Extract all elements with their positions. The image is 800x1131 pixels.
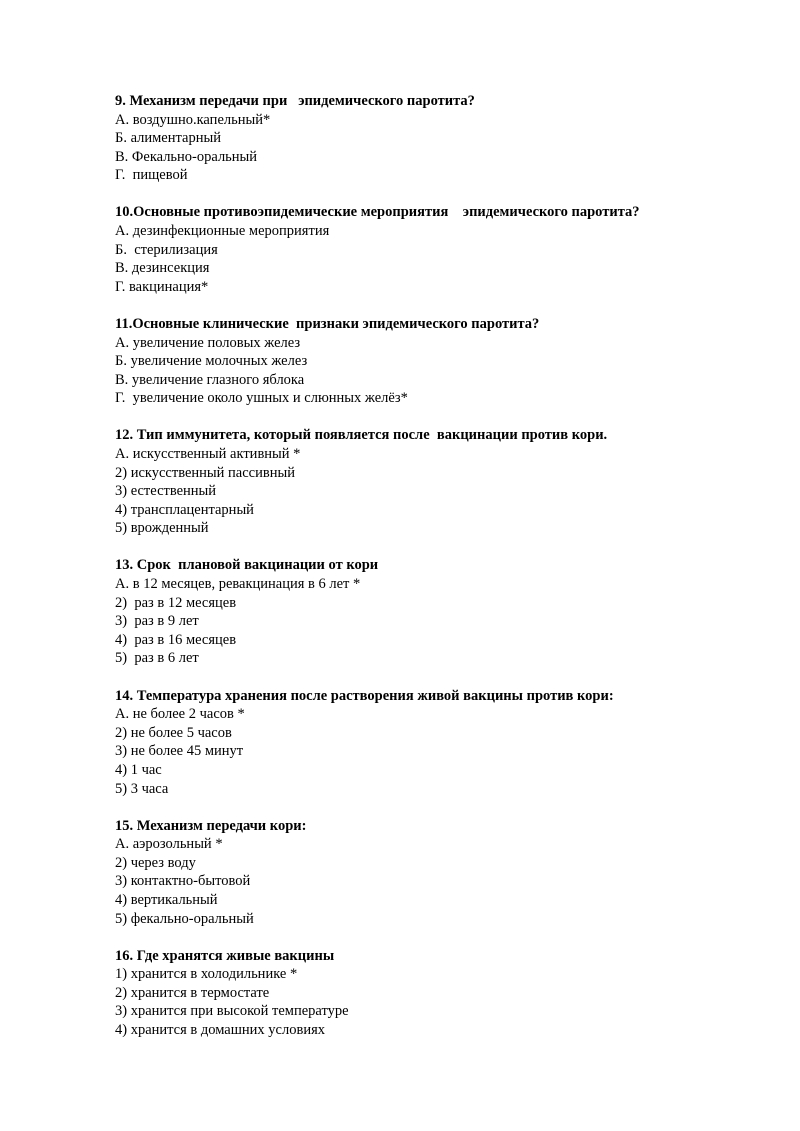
question-title: 11.Основные клинические признаки эпидемического паротита? bbox=[115, 315, 540, 332]
question-title: 9. Механизм передачи при эпидемического паротита? bbox=[115, 93, 475, 109]
question-block bbox=[115, 426, 755, 538]
question-block bbox=[115, 687, 755, 799]
answer-option: 3) раз в 9 лет bbox=[115, 613, 199, 630]
answer-option: В. увеличение глазного яблока bbox=[115, 371, 305, 388]
answer-option: А. искусственный активный * bbox=[115, 446, 301, 462]
document-page bbox=[115, 92, 755, 1058]
question-title: 15. Механизм передачи кори: bbox=[115, 817, 307, 834]
answer-option: А. не более 2 часов * bbox=[115, 706, 245, 723]
answer-option: 5) раз в 6 лет bbox=[115, 650, 199, 667]
answer-option: А. воздушно.капельный* bbox=[115, 111, 271, 128]
question-block bbox=[115, 817, 755, 929]
question-block bbox=[115, 947, 755, 1040]
answer-option: 2) хранится в термостате bbox=[115, 984, 270, 1001]
answer-option: 4) вертикальный bbox=[115, 891, 218, 908]
question-title: 12. Тип иммунитета, который появляется после вакцинации против кори. bbox=[115, 427, 608, 444]
question-block bbox=[115, 556, 755, 668]
answer-option: 5) фекально-оральный bbox=[115, 910, 254, 927]
answer-option: Б. стерилизация bbox=[115, 241, 218, 258]
question-block bbox=[115, 92, 755, 185]
answer-option: А. аэрозольный * bbox=[115, 836, 223, 853]
answer-option: 4) трансплацентарный bbox=[115, 501, 254, 518]
question-title: 14. Температура хранения после растворения живой вакцины против кори: bbox=[115, 687, 614, 704]
answer-option: А. увеличение половых желез bbox=[115, 334, 301, 351]
answer-option: 5) 3 часа bbox=[115, 780, 169, 797]
answer-option: Г. вакцинация* bbox=[115, 278, 209, 295]
answer-option: Б. увеличение молочных желез bbox=[115, 353, 308, 370]
answer-option: 4) раз в 16 месяцев bbox=[115, 631, 237, 648]
question-block bbox=[115, 203, 755, 296]
answer-option: 2) не более 5 часов bbox=[115, 724, 232, 741]
answer-option: А. в 12 месяцев, ревакцинация в 6 лет * bbox=[115, 576, 361, 593]
answer-option: 4) 1 час bbox=[115, 761, 162, 778]
question-block bbox=[115, 315, 755, 408]
answer-option: 3) не более 45 минут bbox=[115, 743, 244, 760]
question-title: 10.Основные противоэпидемические мероприятия эпидемического паротита? bbox=[115, 204, 640, 221]
answer-option: 1) хранится в холодильнике * bbox=[115, 966, 298, 983]
answer-option: Г. пищевой bbox=[115, 167, 188, 184]
answer-option: 3) естественный bbox=[115, 483, 217, 500]
answer-option: Б. алиментарный bbox=[115, 130, 221, 147]
answer-option: 3) контактно-бытовой bbox=[115, 873, 251, 890]
answer-option: А. дезинфекционные мероприятия bbox=[115, 223, 330, 240]
answer-option: 3) хранится при высокой температуре bbox=[115, 1003, 349, 1020]
question-title: 16. Где хранятся живые вакцины bbox=[115, 947, 335, 964]
answer-option: 4) хранится в домашних условиях bbox=[115, 1022, 325, 1039]
answer-option: 2) раз в 12 месяцев bbox=[115, 594, 237, 611]
question-title: 13. Срок плановой вакцинации от кори bbox=[115, 557, 379, 574]
answer-option: 2) искусственный пассивный bbox=[115, 464, 295, 481]
answer-option: Г. увеличение около ушных и слюнных желёз* bbox=[115, 390, 408, 407]
answer-option: В. дезинсекция bbox=[115, 260, 210, 277]
answer-option: В. Фекально-оральный bbox=[115, 148, 258, 165]
answer-option: 5) врожденный bbox=[115, 520, 209, 537]
answer-option: 2) через воду bbox=[115, 854, 196, 871]
